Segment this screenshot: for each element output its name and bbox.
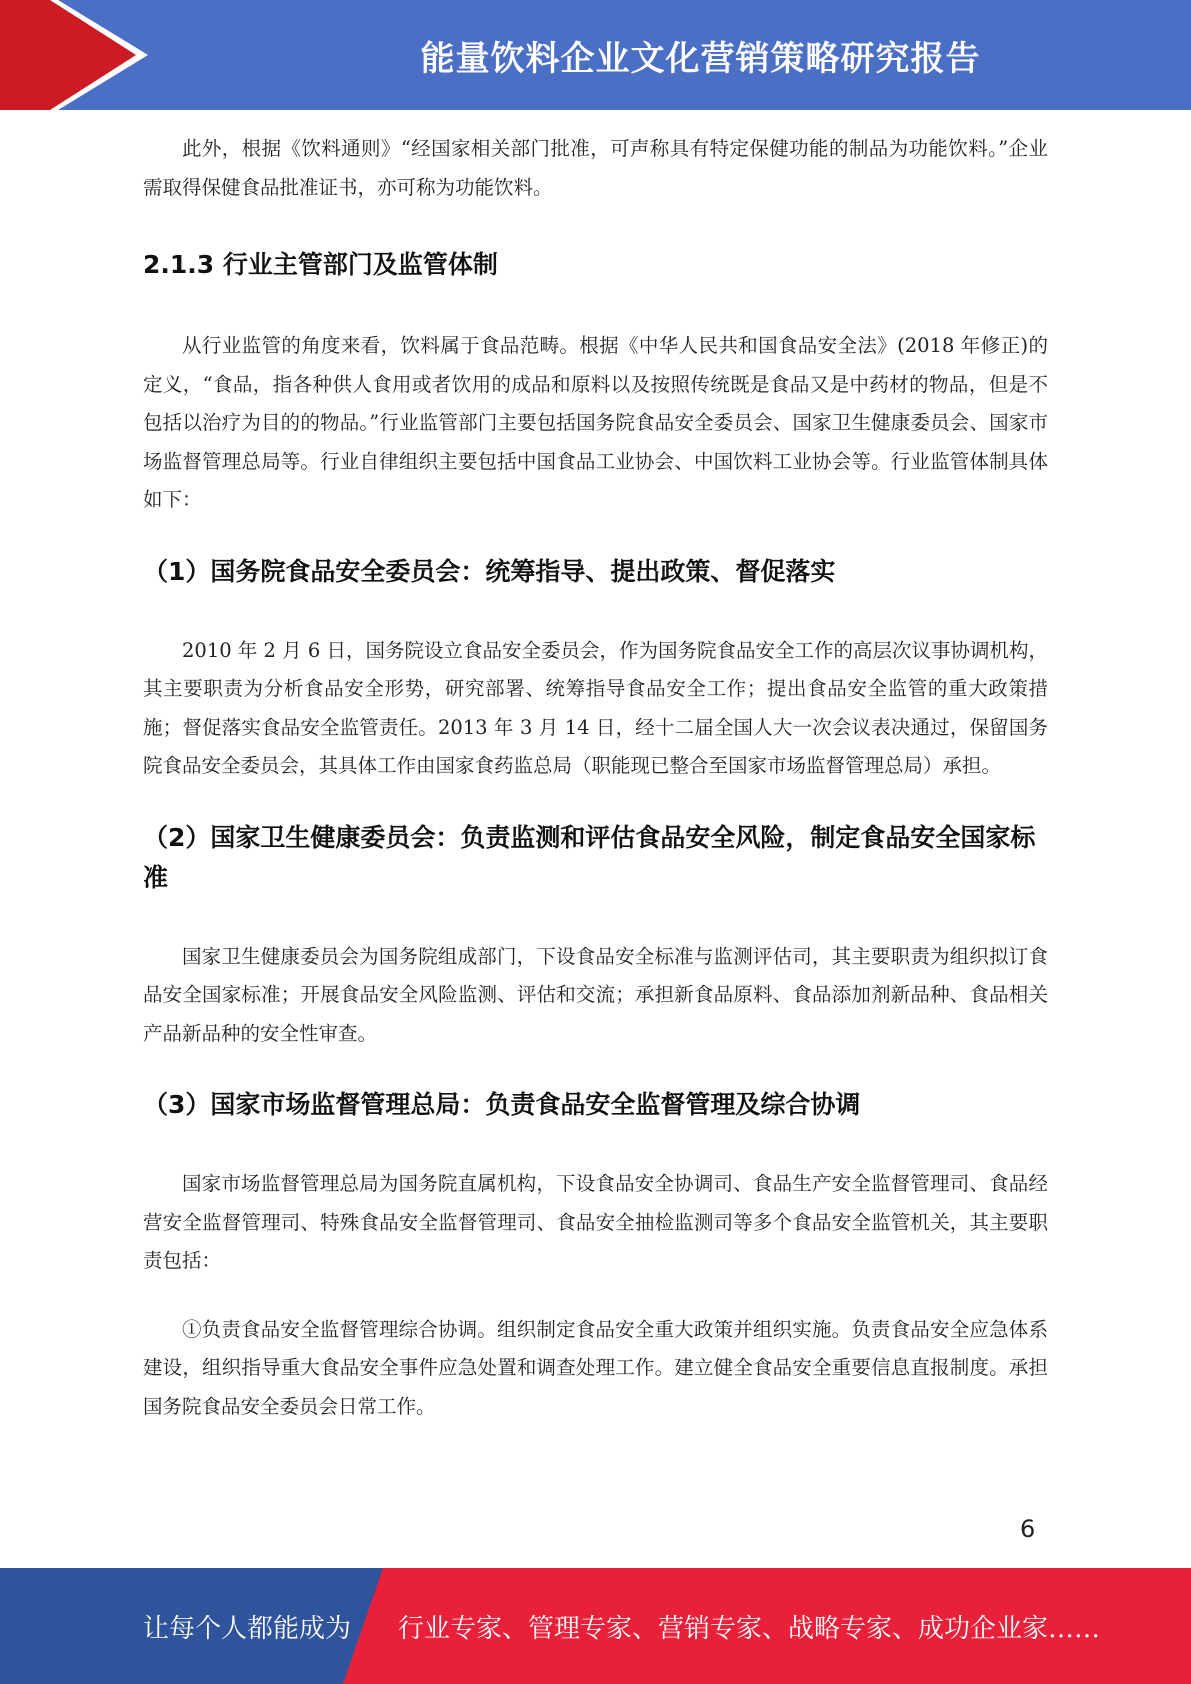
subheading-health-commission: （2）国家卫生健康委员会：负责监测和评估食品安全风险，制定食品安全国家标准: [143, 822, 1036, 892]
paragraph-market-regulation: 国家市场监督管理总局为国务院直属机构，下设食品安全协调司、食品生产安全监督管理司、食品经营安全监督管理司、特殊食品安全监督管理司、食品安全抽检监测司等多个食品安全监管机关，其主要职责包括：: [143, 1172, 1048, 1272]
header-chevron-graphic: [0, 0, 160, 110]
section-heading: 2.1.3 行业主管部门及监管体制: [143, 250, 498, 279]
page-number: 6: [1020, 1515, 1036, 1543]
paragraph-duty-1: ①负责食品安全监督管理综合协调。组织制定食品安全重大政策并组织实施。负责食品安全应急体系建设，组织指导重大食品安全事件应急处置和调查处理工作。建立健全食品安全重要信息直报制度。承担国务院食品安全委员会日常工作。: [143, 1317, 1048, 1418]
footer-slogan-right: 行业专家、管理专家、营销专家、战略专家、成功企业家……: [398, 1613, 1101, 1644]
subheading-market-regulation: （3）国家市场监督管理总局：负责食品安全监督管理及综合协调: [143, 1090, 861, 1119]
paragraph-regulation-overview: 从行业监管的角度来看，饮料属于食品范畴。根据《中华人民共和国食品安全法》(2018 年修正)的定义，“食品，指各种供人食用或者饮用的成品和原料以及按照传统既是食品又是中药材的物品，但是不包括以治疗为目的的物品。”行业监管部门主要包括国务院食品安全委员会、国家卫生健康委员会、国家市场监督管理总局等。行业自律组织主要包括中国食品工业协会、中国饮料工业协会等。行业监管体制具体如下：: [143, 334, 1048, 511]
page-footer: [0, 1568, 1191, 1684]
paragraph-state-council: 2010 年 2 月 6 日，国务院设立食品安全委员会，作为国务院食品安全工作的高层次议事协调机构，其主要职责为分析食品安全形势，研究部署、统筹指导食品安全工作；提出食品安全监管的重大政策措施；督促落实食品安全监管责任。2013 年 3 月 14 日，经十二届全国人大一次会议表决通过，保留国务院食品安全委员会，其具体工作由国家食药监总局（职能现已整合至国家市场监督管理总局）承担。: [143, 638, 1048, 777]
main-content: [143, 130, 1048, 1426]
paragraph-health-commission: 国家卫生健康委员会为国务院组成部门，下设食品安全标准与监测评估司，其主要职责为组织拟订食品安全国家标准；开展食品安全风险监测、评估和交流；承担新食品原料、食品添加剂新品种、食品相关产品新品种的安全性审查。: [143, 944, 1048, 1045]
subheading-state-council: （1）国务院食品安全委员会：统筹指导、提出政策、督促落实: [143, 556, 836, 586]
paragraph-beverage-standard: 此外，根据《饮料通则》“经国家相关部门批准，可声称具有特定保健功能的制品为功能饮料。”企业需取得保健食品批准证书，亦可称为功能饮料。: [143, 137, 1048, 199]
document-title: 能量饮料企业文化营销策略研究报告: [420, 38, 981, 79]
footer-slogan-left: 让每个人都能成为: [143, 1613, 352, 1644]
page-header: [0, 0, 1191, 110]
